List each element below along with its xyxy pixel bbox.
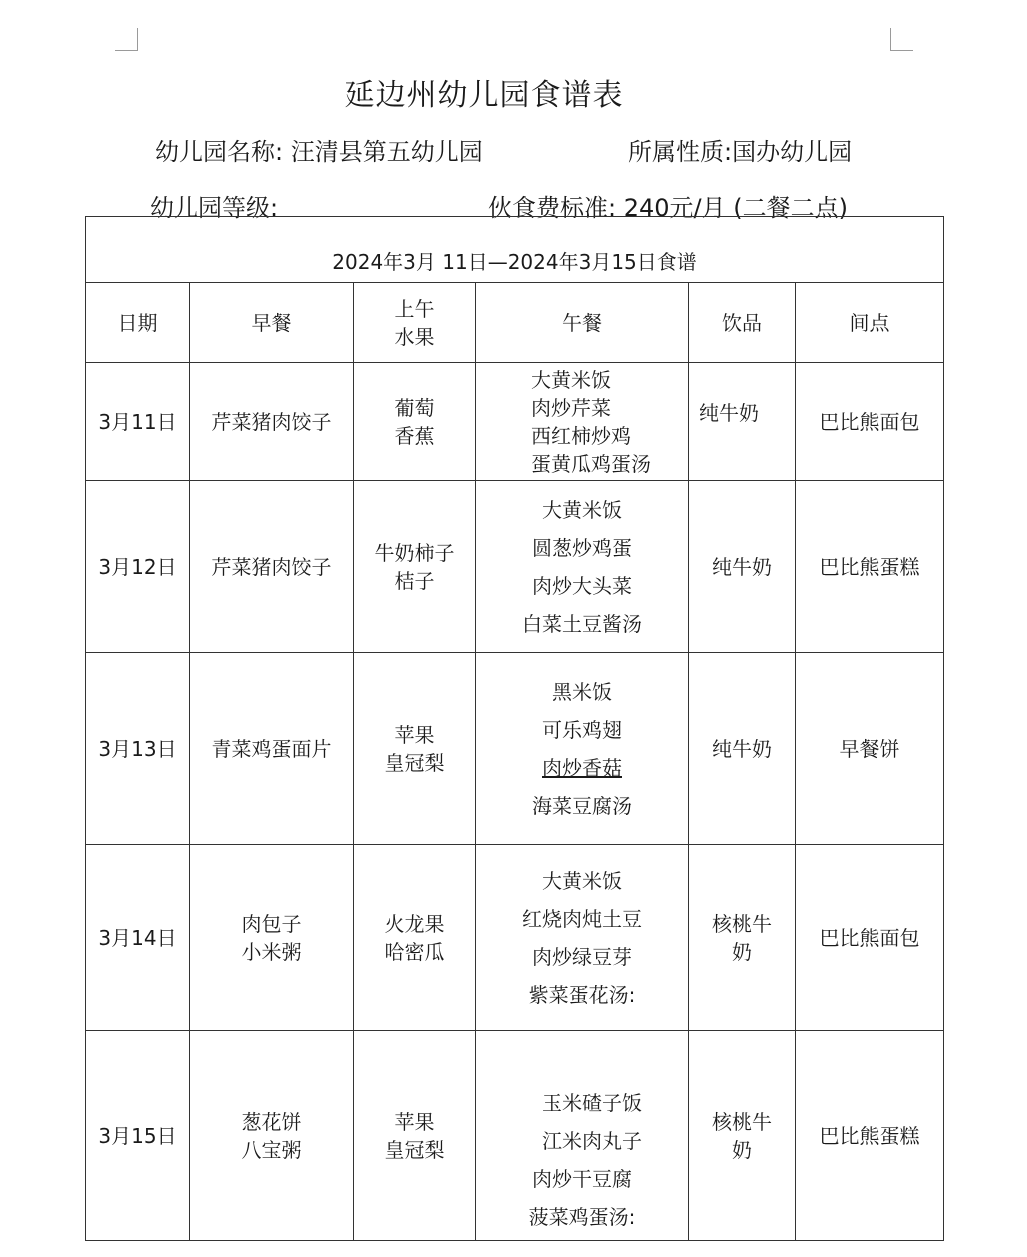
fruit-item: 牛奶柿子	[374, 540, 455, 565]
breakfast-cell	[190, 481, 354, 653]
breakfast-item: 葱花饼	[241, 1109, 302, 1134]
kindergarten-nature: 所属性质:国办幼儿园	[628, 138, 853, 166]
drink-item: 奶	[732, 939, 752, 964]
header-fruit-line2: 水果	[394, 324, 435, 349]
breakfast-item: 芹菜猪肉饺子	[211, 554, 332, 579]
menu-table	[85, 216, 944, 1241]
breakfast-item: 小米粥	[241, 939, 302, 964]
breakfast-item: 肉包子	[241, 911, 302, 936]
lunch-cell	[476, 653, 689, 845]
fruit-item: 哈密瓜	[384, 939, 445, 964]
week-label: 2024年3月 11日—2024年3月15日食谱	[332, 249, 697, 274]
date-cell: 3月15日	[86, 1031, 190, 1241]
lunch-item: 白菜土豆酱汤	[522, 611, 642, 636]
table-row	[86, 845, 944, 1031]
lunch-item: 江米肉丸子	[542, 1129, 642, 1153]
breakfast-item: 芹菜猪肉饺子	[211, 409, 332, 434]
date-cell: 3月13日	[86, 653, 190, 845]
drink-cell	[689, 481, 796, 653]
breakfast-cell	[190, 363, 354, 481]
week-label-cell	[86, 217, 944, 283]
table-row	[86, 363, 944, 481]
snack-cell: 巴比熊蛋糕	[796, 481, 944, 653]
breakfast-item: 八宝粥	[241, 1137, 302, 1162]
fruit-cell	[354, 363, 476, 481]
page-title: 延边州幼儿园食谱表	[344, 78, 624, 113]
lunch-item: 肉炒香菇	[542, 755, 622, 780]
breakfast-cell	[190, 1031, 354, 1241]
table-row	[86, 481, 944, 653]
lunch-cell	[476, 1031, 689, 1241]
header-drink: 饮品	[689, 283, 796, 363]
lunch-item: 大黄米饭	[531, 367, 611, 392]
lunch-cell	[476, 363, 689, 481]
fruit-item: 皇冠梨	[384, 1137, 445, 1162]
drink-cell	[689, 363, 796, 481]
fruit-item: 桔子	[394, 568, 435, 593]
fruit-item: 香蕉	[394, 423, 435, 448]
lunch-item: 黑米饭	[552, 679, 612, 704]
header-fruit-line1: 上午	[394, 296, 435, 321]
breakfast-cell	[190, 845, 354, 1031]
drink-item: 奶	[732, 1137, 752, 1162]
header-snack: 间点	[796, 283, 944, 363]
snack-cell: 早餐饼	[796, 653, 944, 845]
table-row	[86, 1031, 944, 1241]
lunch-item: 菠菜鸡蛋汤:	[528, 1205, 636, 1229]
lunch-item: 海菜豆腐汤	[532, 793, 632, 818]
lunch-item: 大黄米饭	[542, 868, 622, 893]
lunch-item: 大黄米饭	[542, 497, 622, 522]
lunch-item: 肉炒干豆腐	[532, 1167, 632, 1191]
table-row	[86, 653, 944, 845]
lunch-item: 可乐鸡翅	[542, 717, 622, 742]
lunch-item: 肉炒绿豆芽	[532, 944, 632, 969]
fruit-cell	[354, 653, 476, 845]
fruit-cell	[354, 1031, 476, 1241]
header-row	[86, 283, 944, 363]
header-breakfast: 早餐	[190, 283, 354, 363]
header-date: 日期	[86, 283, 190, 363]
lunch-item: 肉炒芹菜	[531, 395, 611, 420]
meal-fee-standard: 伙食费标准: 240元/月 (二餐二点)	[488, 194, 848, 222]
snack-cell: 巴比熊面包	[796, 845, 944, 1031]
lunch-item: 西红柿炒鸡	[531, 423, 631, 448]
fruit-item: 葡萄	[394, 395, 435, 420]
crop-mark-top-right	[890, 28, 913, 51]
breakfast-cell	[190, 653, 354, 845]
lunch-cell	[476, 481, 689, 653]
fruit-item: 火龙果	[384, 911, 445, 936]
snack-cell: 巴比熊面包	[796, 363, 944, 481]
fruit-cell	[354, 845, 476, 1031]
fruit-item: 苹果	[394, 722, 435, 747]
lunch-cell	[476, 845, 689, 1031]
fruit-item: 皇冠梨	[384, 750, 445, 775]
fruit-cell	[354, 481, 476, 653]
lunch-item: 紫菜蛋花汤:	[528, 982, 636, 1007]
header-lunch: 午餐	[476, 283, 689, 363]
lunch-item: 圆葱炒鸡蛋	[532, 535, 632, 560]
drink-cell	[689, 653, 796, 845]
date-cell: 3月14日	[86, 845, 190, 1031]
week-row	[86, 217, 944, 283]
date-cell: 3月12日	[86, 481, 190, 653]
lunch-item: 蛋黄瓜鸡蛋汤	[531, 451, 651, 476]
kindergarten-name: 幼儿园名称: 汪清县第五幼儿园	[155, 138, 483, 166]
breakfast-item: 青菜鸡蛋面片	[211, 736, 332, 761]
kindergarten-grade: 幼儿园等级:	[150, 194, 279, 222]
drink-item: 纯牛奶	[712, 736, 772, 761]
date-cell: 3月11日	[86, 363, 190, 481]
lunch-item: 玉米碴子饭	[542, 1091, 642, 1115]
drink-cell	[689, 845, 796, 1031]
header-fruit	[354, 283, 476, 363]
drink-item: 纯牛奶	[712, 554, 772, 579]
drink-cell	[689, 1031, 796, 1241]
drink-item: 纯牛奶	[699, 401, 759, 425]
lunch-item: 红烧肉炖土豆	[522, 906, 642, 931]
crop-mark-top-left	[115, 28, 138, 51]
drink-item: 核桃牛	[712, 1109, 772, 1134]
snack-cell: 巴比熊蛋糕	[796, 1031, 944, 1241]
fruit-item: 苹果	[394, 1109, 435, 1134]
lunch-item: 肉炒大头菜	[532, 573, 632, 598]
drink-item: 核桃牛	[712, 911, 772, 936]
